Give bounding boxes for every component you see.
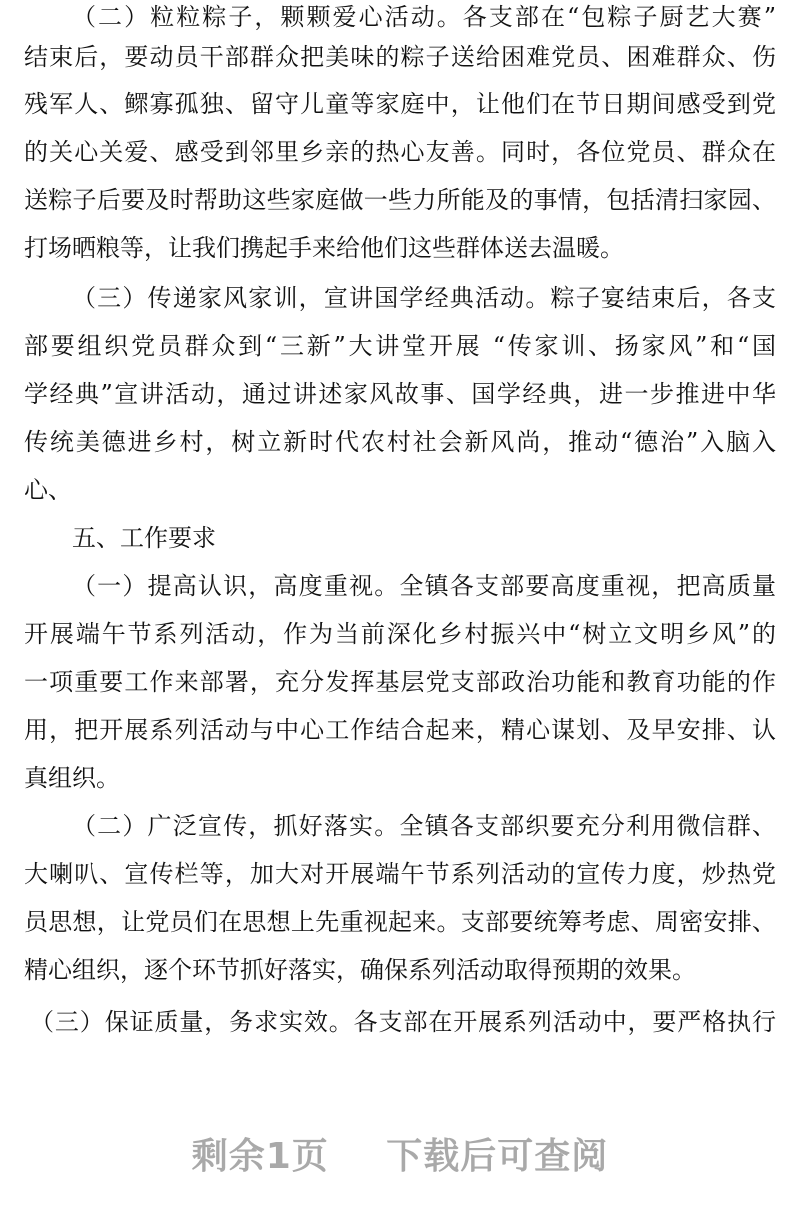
download-prompt[interactable]	[0, 1128, 800, 1179]
paragraph-line: （三）保证质量，务求实效。各支部在开展系列活动中，要严格执行	[30, 1008, 776, 1036]
paragraph-line: （二）粒粒粽子，颗颗爱心活动。各支部在“包粽子厨艺大赛”	[72, 3, 776, 31]
paragraph-line: 大喇叭、宣传栏等，加大对开展端午节系列活动的宣传力度，炒热党	[24, 860, 776, 888]
download-to-view-label: 下载后可查阅	[386, 1136, 609, 1177]
remaining-pages-label: 剩余1页	[191, 1136, 329, 1177]
paragraph-line: 精心组织，逐个环节抓好落实，确保系列活动取得预期的效果。	[24, 956, 696, 984]
paragraph-line: 的关心关爱、感受到邻里乡亲的热心友善。同时，各位党员、群众在	[24, 138, 776, 166]
paragraph-line: 开展端午节系列活动，作为当前深化乡村振兴中“树立文明乡风”的	[24, 620, 776, 648]
paragraph-line: （二）广泛宣传，抓好落实。全镇各支部织要充分利用微信群、	[72, 812, 776, 840]
paragraph-line: 残军人、鳏寡孤独、留守儿童等家庭中，让他们在节日期间感受到党	[24, 90, 776, 118]
paragraph-line: 传统美德进乡村，树立新时代农村社会新风尚，推动“德治”入脑入	[24, 428, 776, 456]
paragraph-line: 部要组织党员群众到“三新”大讲堂开展 “传家训、扬家风”和“国	[24, 332, 776, 360]
paragraph-line: 送粽子后要及时帮助这些家庭做一些力所能及的事情，包括清扫家园、	[24, 186, 776, 214]
paragraph-line: （三）传递家风家训，宣讲国学经典活动。粽子宴结束后，各支	[72, 284, 776, 312]
section-heading: 五、工作要求	[72, 524, 216, 552]
paragraph-line: 心、	[24, 476, 72, 504]
paragraph-line: 真组织。	[24, 764, 120, 792]
paragraph-line: 学经典”宣讲活动，通过讲述家风故事、国学经典，进一步推进中华	[24, 380, 776, 408]
paragraph-line: 一项重要工作来部署，充分发挥基层党支部政治功能和教育功能的作	[24, 668, 776, 696]
paragraph-line: 用，把开展系列活动与中心工作结合起来，精心谋划、及早安排、认	[24, 716, 776, 744]
paragraph-line: 结束后，要动员干部群众把美味的粽子送给困难党员、困难群众、伤	[24, 43, 776, 71]
paragraph-line: （一）提高认识，高度重视。全镇各支部要高度重视，把高质量	[72, 572, 776, 600]
paragraph-line: 打场晒粮等，让我们携起手来给他们这些群体送去温暖。	[24, 234, 624, 262]
paragraph-line: 员思想，让党员们在思想上先重视起来。支部要统筹考虑、周密安排、	[24, 908, 776, 936]
